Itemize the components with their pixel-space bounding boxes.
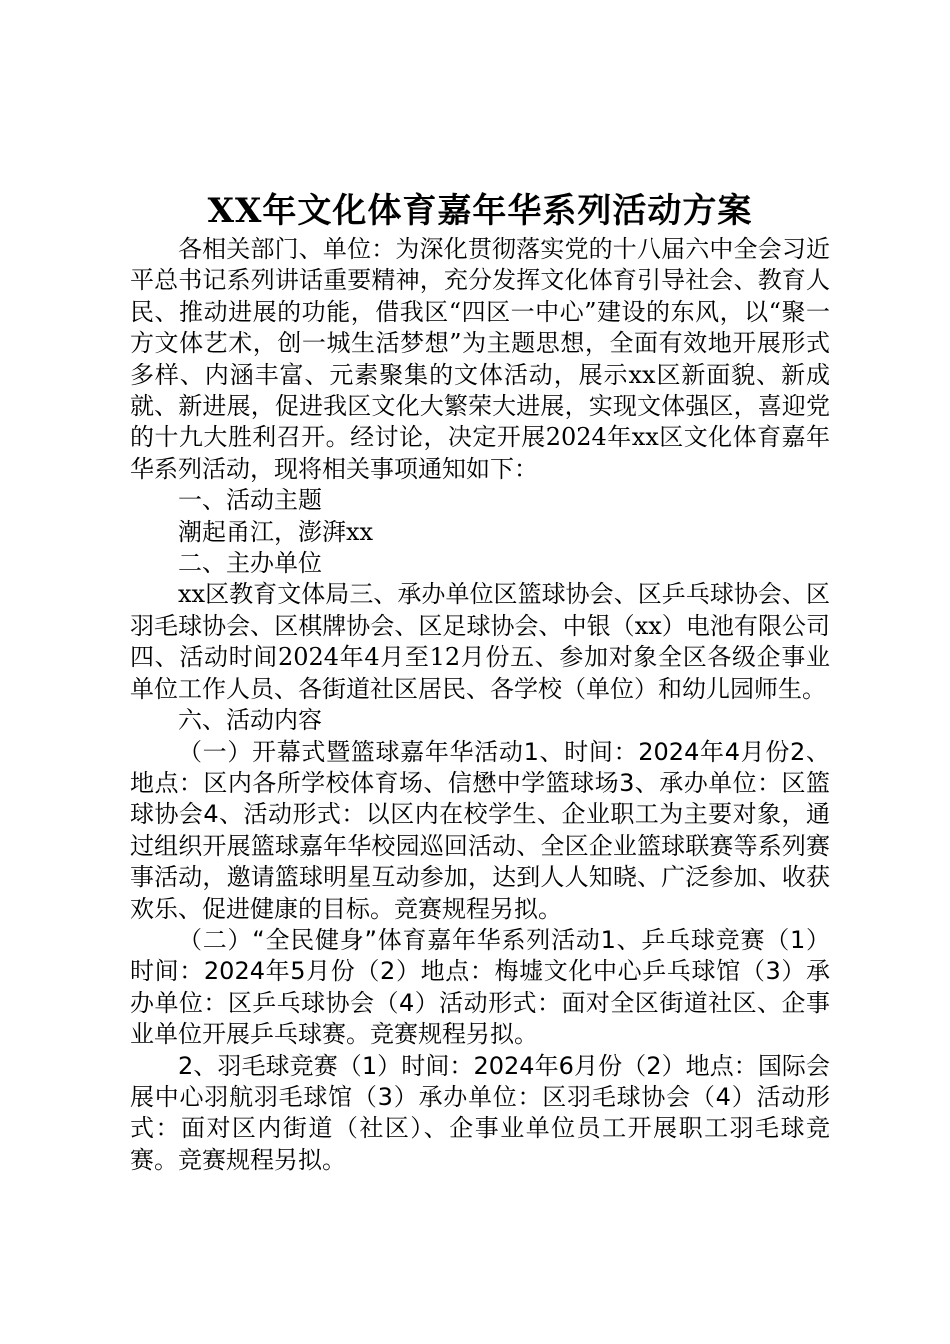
document-title: XX年文化体育嘉年华系列活动方案 bbox=[207, 191, 753, 231]
rules-note: 竞赛规程另拟。 bbox=[178, 1145, 346, 1174]
rules-note: 竞赛规程另拟。 bbox=[394, 894, 562, 923]
activity-item-basketball bbox=[130, 737, 830, 925]
section-heading-organizer: 二、主办单位 bbox=[178, 549, 322, 578]
activity-item-badminton bbox=[130, 1051, 830, 1177]
activity-item-fitness-text: （二）“全民健身”体育嘉年华系列活动1、乒乓球竞赛（1）时间：2024年5月份（2）地点：梅墟文化中心乒乓球馆（3）承办单位：区乒乓球协会（4）活动形式：面对全区街道社区、企事业单位开展乒乓球赛。 bbox=[130, 925, 830, 1049]
section-body-organizer: xx区教育文体局三、承办单位区篮球协会、区乒乓球协会、区羽毛球协会、区棋牌协会、区足球协会、中银（xx）电池有限公司四、活动时间2024年4月至12月份五、参加对象全区各级企事业单位工作人员、各街道社区居民、各学校（单位）和幼儿园师生。 bbox=[130, 580, 830, 703]
intro-paragraph: 各相关部门、单位：为深化贯彻落实党的十八届六中全会习近平总书记系列讲话重要精神，充分发挥文化体育引导社会、教育人民、推动进展的功能，借我区“四区一中心”建设的东风，以“聚一方文体艺术，创一城生活梦想”为主题思想，全面有效地开展形式多样、内涵丰富、元素聚集的文体活动，展示xx区新面貌、新成就、新进展，促进我区文化大繁荣大进展，实现文体强区，喜迎党的十九大胜利召开。经讨论，决定开展2024年xx区文化体育嘉年华系列活动，现将相关事项通知如下： bbox=[130, 235, 830, 483]
section-body-theme: 潮起甬江，澎湃xx bbox=[178, 517, 374, 546]
section-heading-theme: 一、活动主题 bbox=[178, 486, 322, 515]
rules-note: 竞赛规程另拟。 bbox=[370, 1020, 538, 1049]
section-heading-content: 六、活动内容 bbox=[178, 706, 322, 735]
activity-item-fitness bbox=[130, 925, 830, 1051]
activity-item-badminton-text: 2、羽毛球竞赛（1）时间：2024年6月份（2）地点：国际会展中心羽航羽毛球馆（3）承办单位：区羽毛球协会（4）活动形式：面对区内街道（社区）、企事业单位员工开展职工羽毛球竞赛。 bbox=[130, 1051, 830, 1174]
activity-item-basketball-text: （一）开幕式暨篮球嘉年华活动1、时间：2024年4月份2、地点：区内各所学校体育场、信懋中学篮球场3、承办单位：区篮球协会4、活动形式：以区内在校学生、企业职工为主要对象，通过组织开展篮球嘉年华校园巡回活动、全区企业篮球联赛等系列赛事活动，邀请篮球明星互动参加，达到人人知晓、广泛参加、收获欢乐、促进健康的目标。 bbox=[130, 737, 830, 923]
